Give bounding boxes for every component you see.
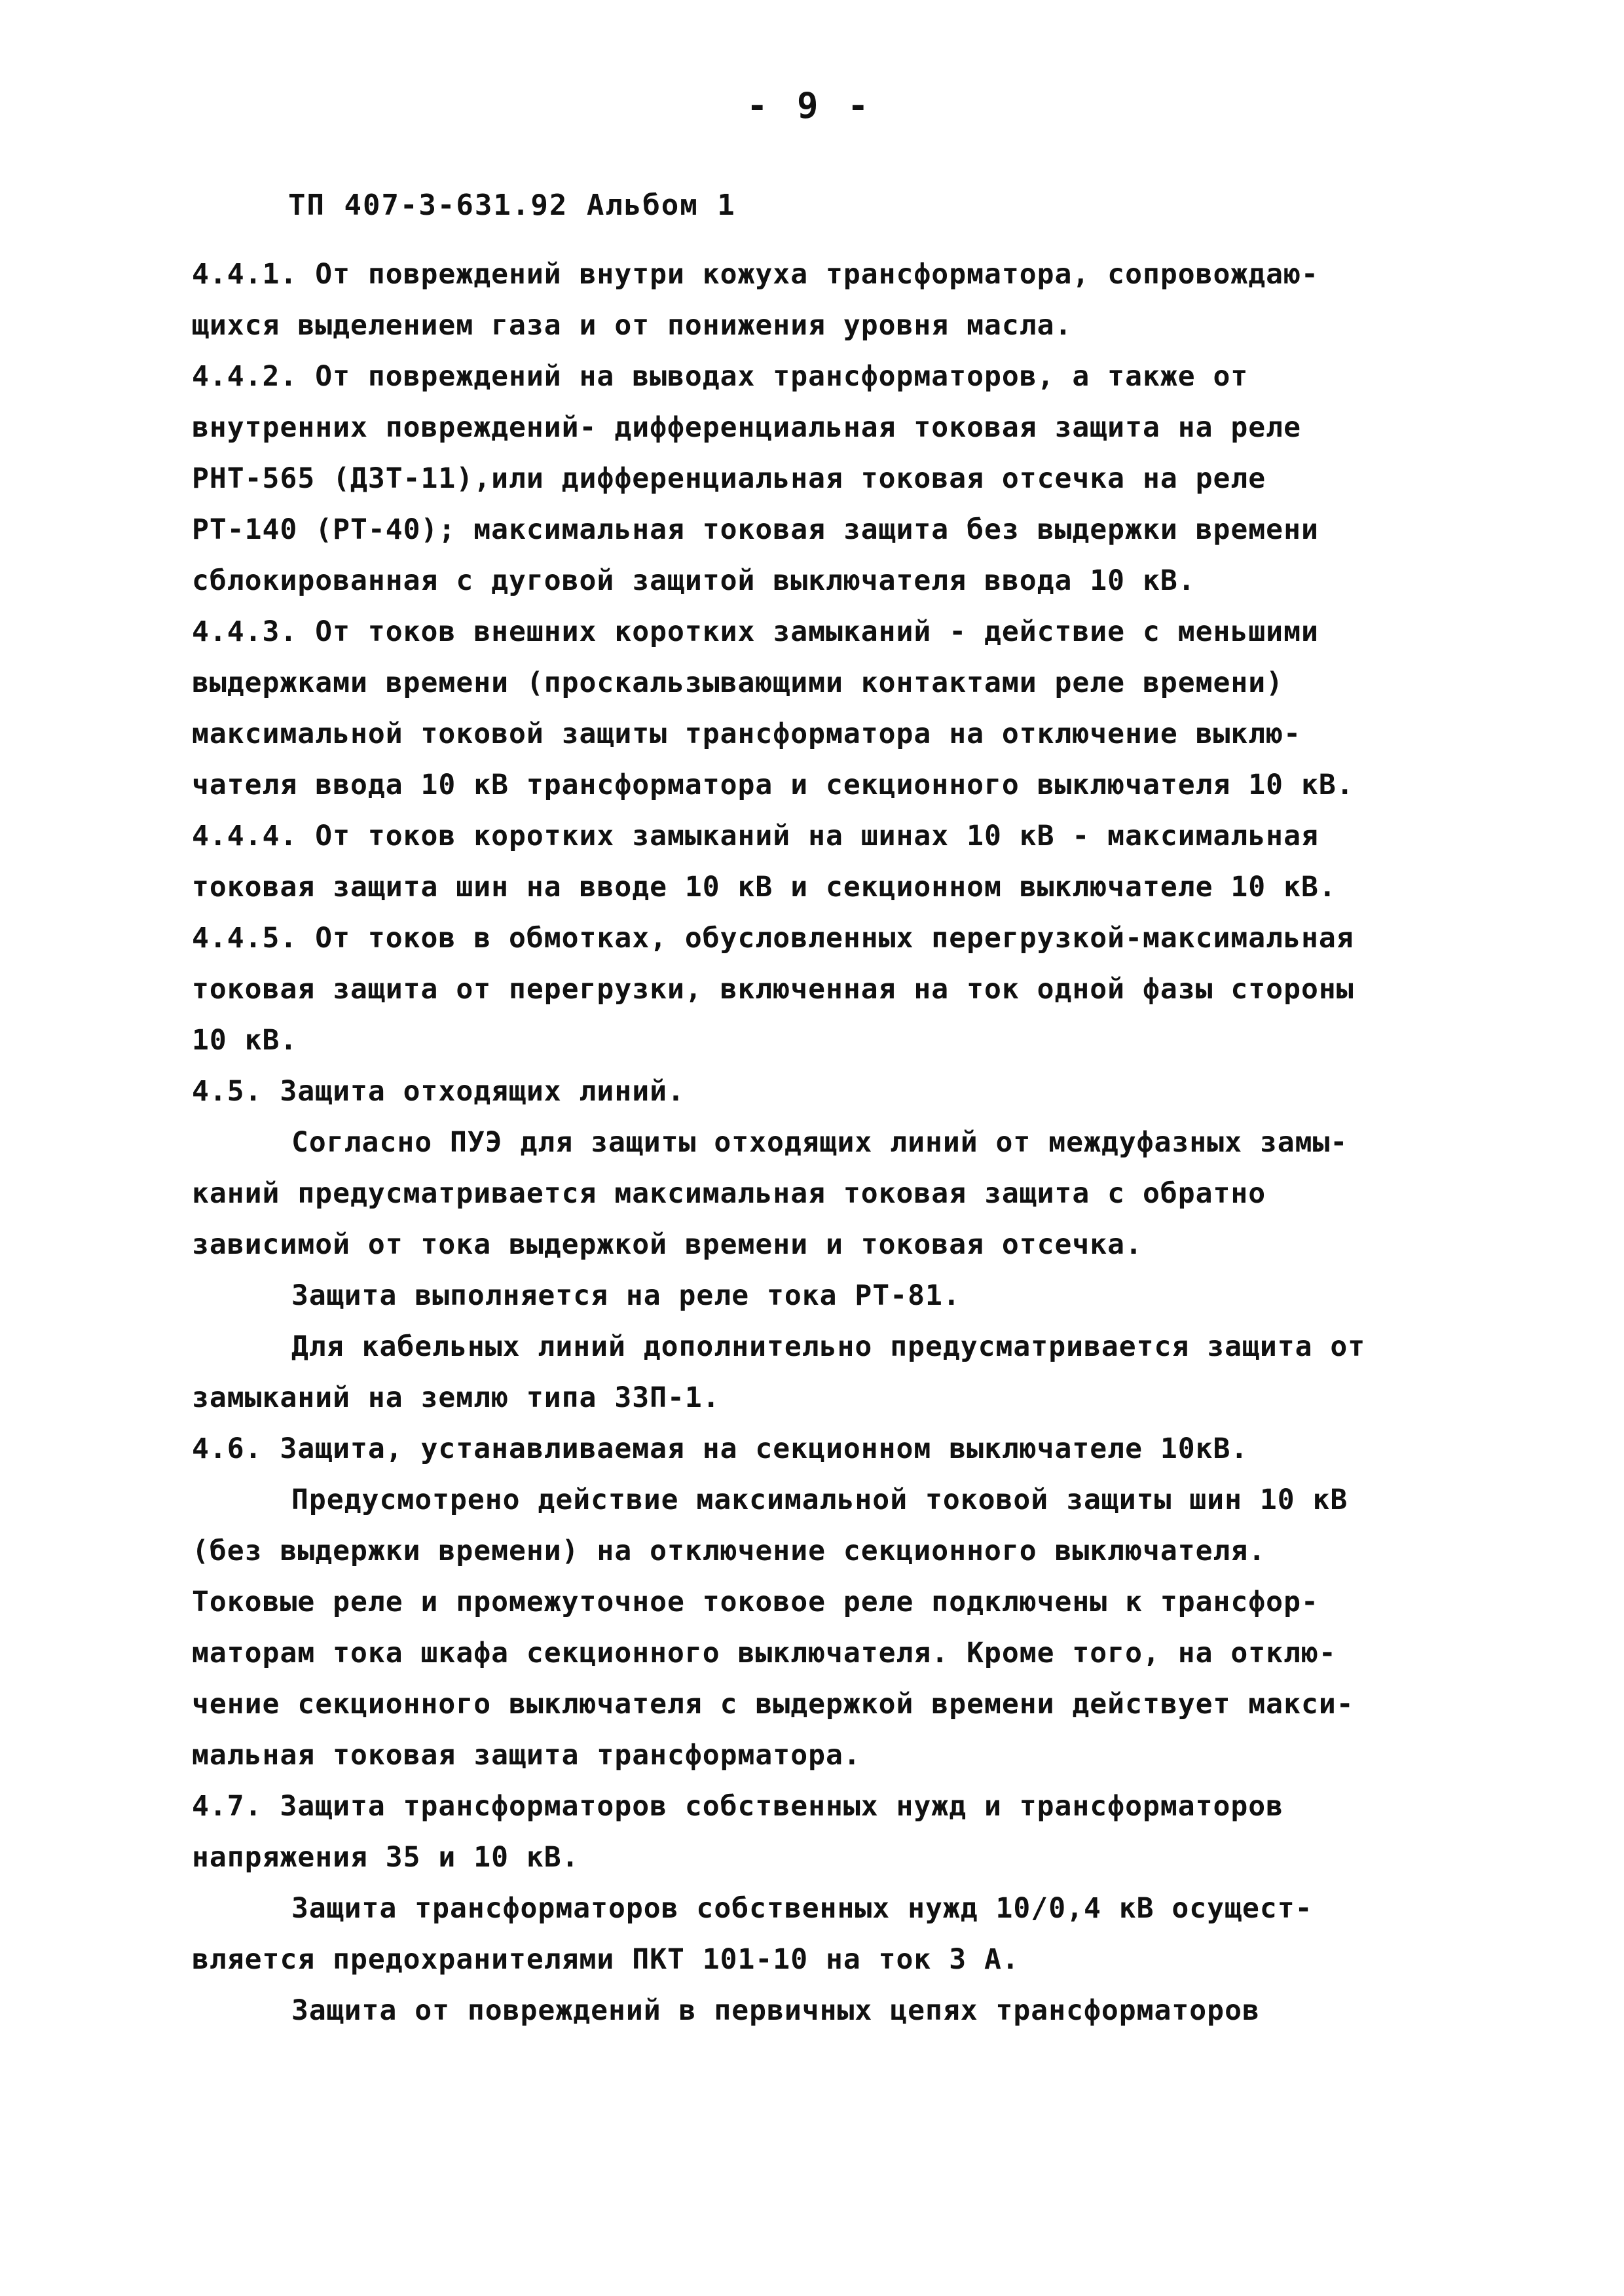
text-line: токовая защита шин на вводе 10 кВ и секционном выключателе 10 кВ. (192, 871, 1337, 903)
paragraph-first-line: Защита трансформаторов собственных нужд 10/0,4 кВ осущест- (291, 1892, 1313, 1925)
text-line: замыканий на землю типа ЗЗП-1. (192, 1381, 720, 1414)
document-body (192, 249, 1521, 2036)
text-line: маторам тока шкафа секционного выключателя. Кроме того, на отклю- (192, 1637, 1337, 1669)
text-line: зависимой от тока выдержкой времени и токовая отсечка. (192, 1228, 1143, 1261)
text-line: 10 кВ. (192, 1024, 298, 1057)
text-line: щихся выделением газа и от понижения уровня масла. (192, 309, 1073, 342)
text-line-4-4-1: 4.4.1. От повреждений внутри кожуха трансформатора, сопровождаю- (192, 258, 1319, 291)
text-line: чение секционного выключателя с выдержкой времени действует макси- (192, 1688, 1354, 1721)
text-line: максимальной токовой защиты трансформатора на отключение выклю- (192, 718, 1301, 750)
section-heading-4-5: 4.5. Защита отходящих линий. (192, 1075, 685, 1108)
paragraph-first-line: Защита от повреждений в первичных цепях трансформаторов (291, 1994, 1260, 2027)
text-line-4-4-5: 4.4.5. От токов в обмотках, обусловленных перегрузкой-максимальная (192, 922, 1354, 955)
text-line: сблокированная с дуговой защитой выключателя ввода 10 кВ. (192, 564, 1196, 597)
text-line: вляется предохранителями ПКТ 101-10 на ток 3 А. (192, 1943, 1020, 1976)
text-line-4-4-2: 4.4.2. От повреждений на выводах трансформаторов, а также от (192, 360, 1249, 393)
text-line: токовая защита от перегрузки, включенная на ток одной фазы стороны (192, 973, 1354, 1006)
text-line: мальная токовая защита трансформатора. (192, 1739, 861, 1772)
text-line: напряжения 35 и 10 кВ. (192, 1841, 580, 1874)
paragraph-first-line: Для кабельных линий дополнительно предусматривается защита от (291, 1330, 1366, 1363)
document-code: ТП 407-3-631.92 Альбом 1 (288, 189, 736, 222)
text-line-4-4-3: 4.4.3. От токов внешних коротких замыканий - действие с меньшими (192, 615, 1319, 648)
paragraph-first-line: Предусмотрено действие максимальной токовой защиты шин 10 кВ (291, 1484, 1348, 1516)
paragraph-first-line: Согласно ПУЭ для защиты отходящих линий от междуфазных замы- (291, 1126, 1348, 1159)
paragraph-first-line: Защита выполняется на реле тока РТ-81. (291, 1279, 961, 1312)
text-line-4-4-4: 4.4.4. От токов коротких замыканий на шинах 10 кВ - максимальная (192, 820, 1319, 852)
text-line: РНТ-565 (ДЗТ-11),или дифференциальная токовая отсечка на реле (192, 462, 1266, 495)
page-number: - 9 - (747, 85, 873, 126)
text-line: выдержками времени (проскальзывающими контактами реле времени) (192, 666, 1284, 699)
text-line: Токовые реле и промежуточное токовое реле подключены к трансфор- (192, 1586, 1319, 1618)
text-line: внутренних повреждений- дифференциальная токовая защита на реле (192, 411, 1301, 444)
text-line: (без выдержки времени) на отключение секционного выключателя. (192, 1535, 1266, 1567)
text-line: каний предусматривается максимальная токовая защита с обратно (192, 1177, 1266, 1210)
text-line: чателя ввода 10 кВ трансформатора и секционного выключателя 10 кВ. (192, 769, 1354, 801)
text-line: РТ-140 (РТ-40); максимальная токовая защита без выдержки времени (192, 513, 1319, 546)
section-heading-4-6: 4.6. Защита, устанавливаемая на секционном выключателе 10кВ. (192, 1432, 1249, 1465)
section-heading-4-7: 4.7. Защита трансформаторов собственных нужд и трансформаторов (192, 1790, 1284, 1823)
